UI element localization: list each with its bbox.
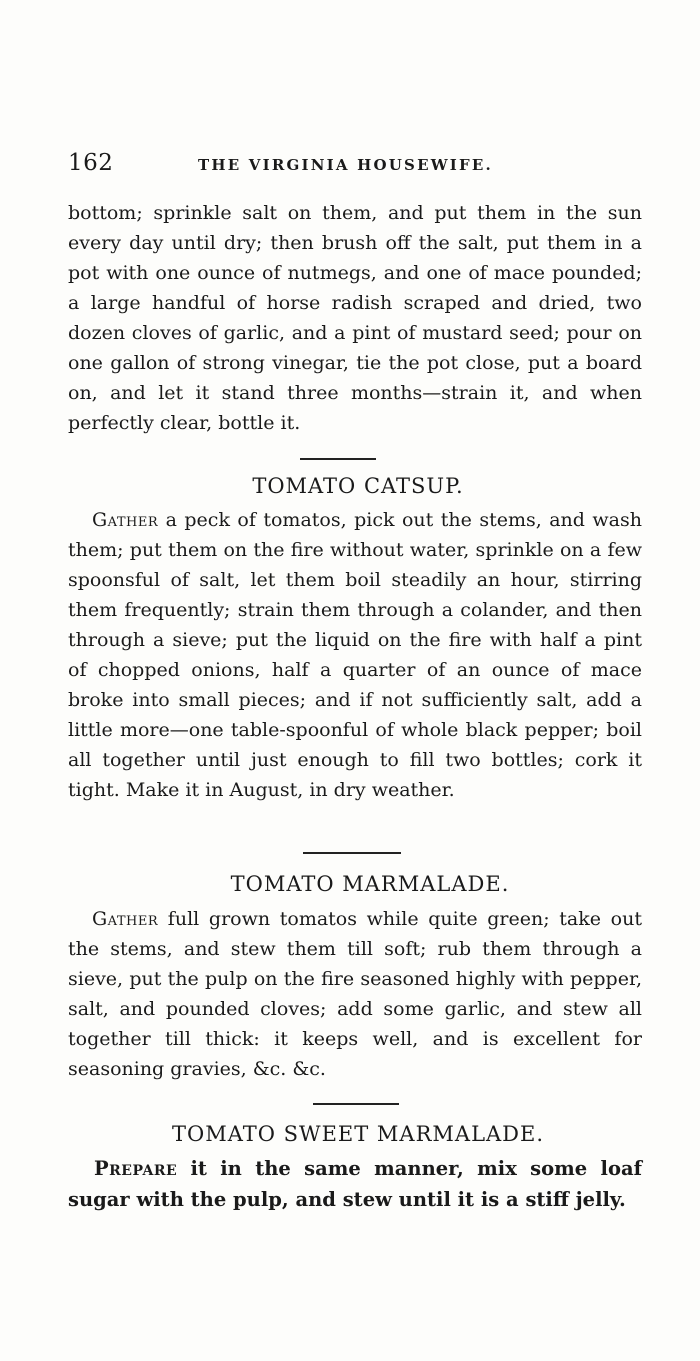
recipe-title-tomato-marmalade: TOMATO MARMALADE. <box>230 872 510 896</box>
recipe-lead-word: Gather <box>92 908 159 930</box>
recipe-body-tomato-marmalade <box>68 904 642 1084</box>
recipe-paragraph <box>68 904 642 1084</box>
recipe-paragraph <box>68 505 642 805</box>
continued-paragraph <box>68 198 642 438</box>
section-divider <box>303 852 401 854</box>
recipe-text: a peck of tomatos, pick out the stems, and wash them; put them on the fire without water, sprinkle on a few spoonsful of salt, let them boil steadily an hour, stirring them frequently; strain them through a colander, and then through a sieve; put the liquid on the fire with half a pint of chopped onions, half a quarter of an ounce of mace broke into small pieces; and if not sufficiently salt, add a little more—one table-spoonful of whole black pepper; boil all together until just enough to fill two bottles; cork it tight. Make it in August, in dry weather. <box>68 509 642 801</box>
recipe-body-tomato-catsup <box>68 505 642 805</box>
recipe-paragraph <box>68 1153 642 1215</box>
recipe-lead-word: Gather <box>92 509 159 531</box>
recipe-text: full grown tomatos while quite green; take out the stems, and stew them till soft; rub them through a sieve, put the pulp on the fire seasoned highly with pepper, salt, and pounded cloves; add some garlic, and stew all together till thick: it keeps well, and is excellent for seasoning gravies, &c. &c. <box>68 908 642 1080</box>
recipe-text: it in the same manner, mix some loaf sugar with the pulp, and stew until it is a stiff jelly. <box>68 1157 642 1211</box>
section-divider <box>313 1103 399 1105</box>
recipe-lead-word: Prepare <box>94 1157 178 1180</box>
recipe-title-tomato-sweet-marmalade: TOMATO SWEET MARMALADE. <box>171 1122 545 1146</box>
recipe-body-tomato-sweet-marmalade <box>68 1153 642 1215</box>
page-number: 162 <box>68 150 114 176</box>
page-header <box>68 150 648 186</box>
continued-text: bottom; sprinkle salt on them, and put them in the sun every day until dry; then brush off the salt, put them in a pot with one ounce of nutmegs, and one of mace pounded; a large handful of horse radish scraped and dried, two dozen cloves of garlic, and a pint of mustard seed; pour on one gallon of strong vinegar, tie the pot close, put a board on, and let it stand three months—strain it, and when perfectly clear, bottle it. <box>68 202 642 434</box>
section-divider <box>300 458 376 460</box>
recipe-title-tomato-catsup: TOMATO CATSUP. <box>252 474 464 498</box>
running-title: THE VIRGINIA HOUSEWIFE. <box>198 156 493 174</box>
